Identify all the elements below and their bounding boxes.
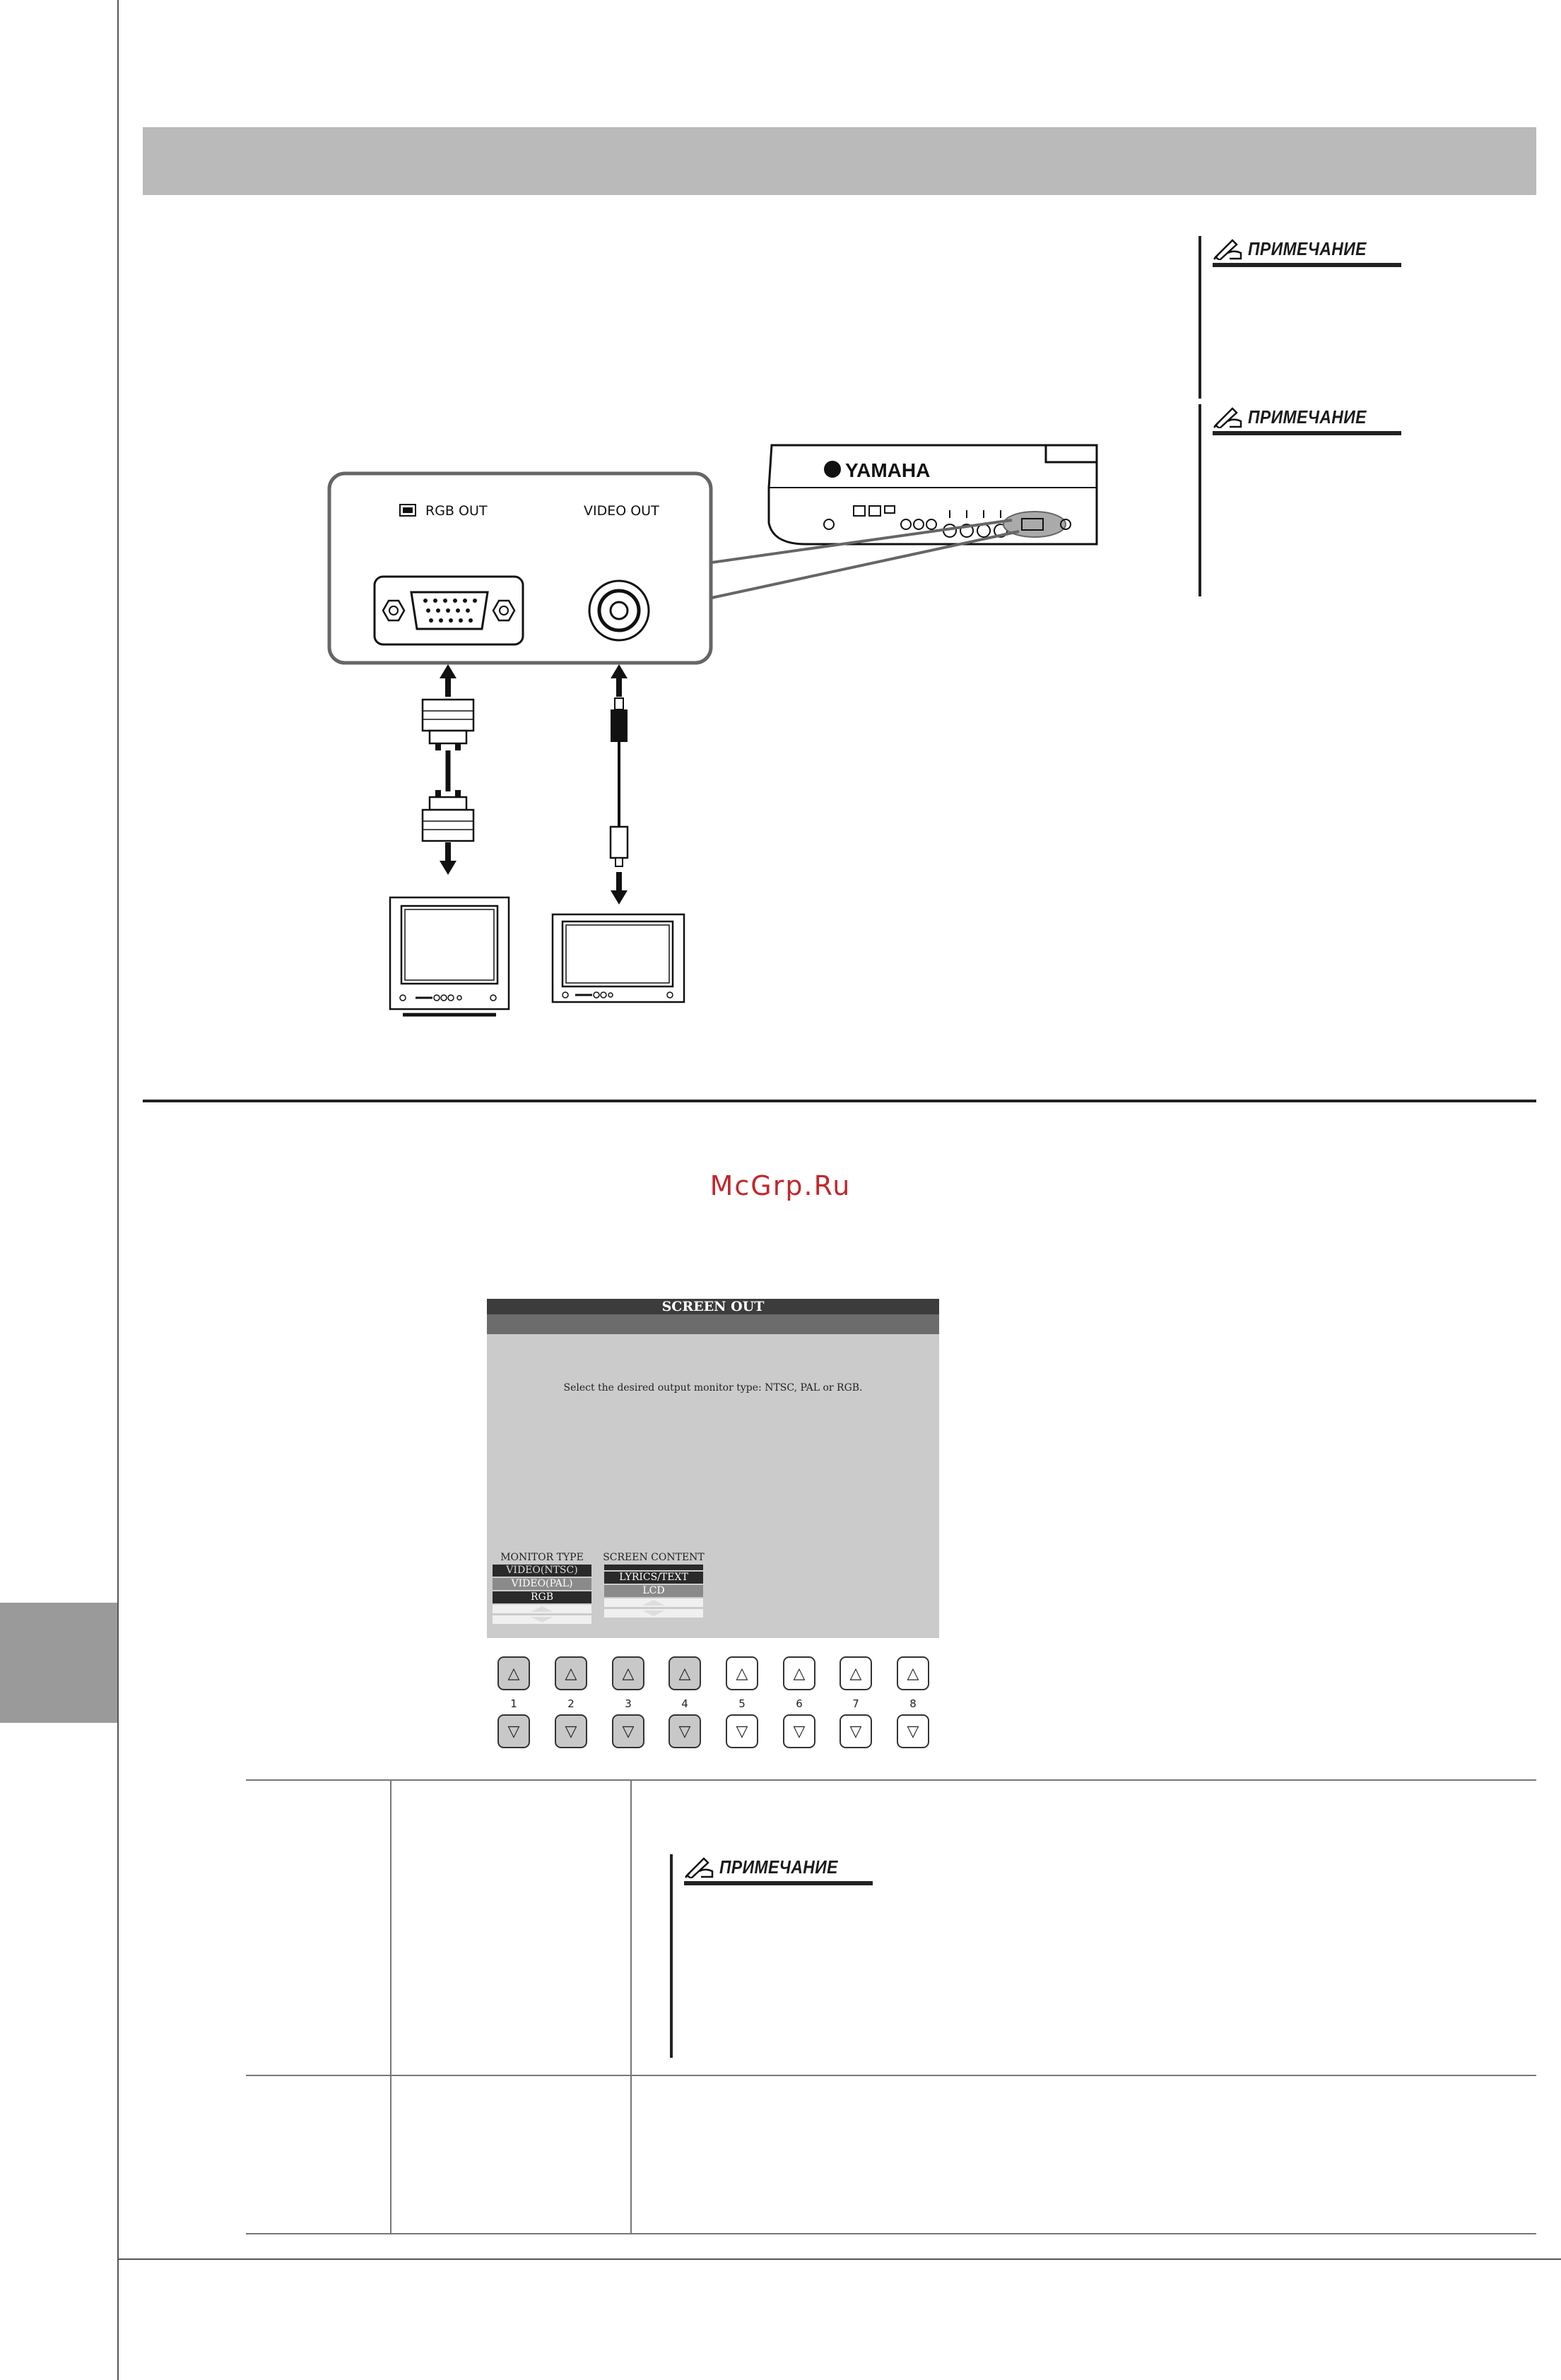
button-6-down[interactable]: ▽ (783, 1714, 815, 1748)
note-3-header (684, 1854, 873, 1885)
button-4-down[interactable]: ▽ (668, 1714, 701, 1748)
button-5-up[interactable]: △ (726, 1656, 758, 1690)
screen-content-up-icon[interactable] (604, 1598, 703, 1607)
note-2 (1198, 404, 1413, 596)
screen-content-group (603, 1552, 705, 1620)
note-2-label: ПРИМЕЧАНИЕ (1248, 406, 1367, 428)
note-3 (670, 1854, 899, 2058)
screen-content-option[interactable]: LYRICS/TEXT (604, 1572, 703, 1584)
screen-content-option[interactable]: LCD (604, 1585, 703, 1597)
button-8-down[interactable]: ▽ (897, 1714, 929, 1748)
button-number: 6 (796, 1697, 803, 1710)
table-column-divider (630, 1779, 632, 2234)
button-2-down[interactable]: ▽ (555, 1714, 587, 1748)
section-divider (143, 1100, 1536, 1102)
video-out-label: VIDEO OUT (584, 503, 659, 519)
note-1-label: ПРИМЕЧАНИЕ (1248, 238, 1367, 259)
pencil-hand-icon (1213, 404, 1242, 428)
screen-title: SCREEN OUT (487, 1299, 939, 1314)
button-5-down[interactable]: ▽ (726, 1714, 758, 1748)
section-header-bar (143, 127, 1536, 195)
page-footer-line (117, 2258, 1561, 2260)
monitor-type-title: MONITOR TYPE (500, 1552, 584, 1563)
button-3-down[interactable]: ▽ (612, 1714, 644, 1748)
button-number: 2 (567, 1697, 575, 1710)
yamaha-logo-icon (824, 461, 841, 478)
button-number: 3 (625, 1697, 632, 1710)
button-7-down[interactable]: ▽ (840, 1714, 872, 1748)
note-2-header (1213, 404, 1401, 435)
monitor-type-option[interactable]: VIDEO(PAL) (493, 1578, 591, 1590)
video-monitor-icon (553, 914, 684, 1002)
monitor-type-up-icon[interactable] (493, 1605, 591, 1613)
watermark: McGrp.Ru (709, 1170, 852, 1201)
pencil-hand-icon (1213, 236, 1242, 260)
note-3-label: ПРИМЕЧАНИЕ (719, 1856, 838, 1878)
chapter-side-tab (0, 1603, 117, 1723)
note-1 (1198, 236, 1413, 399)
button-number: 4 (681, 1697, 688, 1710)
monitor-type-down-icon[interactable] (493, 1615, 591, 1624)
screen-content-down-icon[interactable] (604, 1609, 703, 1618)
button-number: 1 (510, 1697, 517, 1710)
screen-out-display (487, 1299, 939, 1638)
table-rule (246, 1779, 1536, 1781)
table-rule (246, 2233, 1536, 2234)
button-number: 5 (738, 1697, 746, 1710)
rgb-out-label: RGB OUT (425, 503, 488, 519)
button-7-up[interactable]: △ (840, 1656, 872, 1690)
button-number: 8 (909, 1697, 917, 1710)
monitor-type-group (491, 1552, 593, 1626)
table-column-divider (390, 1779, 391, 2234)
note-1-header (1213, 236, 1401, 267)
screen-subheader (487, 1314, 939, 1334)
button-3-up[interactable]: △ (612, 1656, 644, 1690)
pencil-hand-icon (684, 1854, 714, 1878)
screen-content-title: SCREEN CONTENT (603, 1552, 705, 1563)
table-rule (246, 2075, 1536, 2076)
button-number: 7 (852, 1697, 859, 1710)
button-1-up[interactable]: △ (497, 1656, 530, 1690)
monitor-type-option[interactable]: VIDEO(NTSC) (493, 1565, 591, 1577)
screen-content-blank (604, 1565, 703, 1570)
monitor-type-option[interactable]: RGB (493, 1591, 591, 1603)
button-1-down[interactable]: ▽ (497, 1714, 530, 1748)
button-6-up[interactable]: △ (783, 1656, 815, 1690)
connection-diagram (311, 431, 1102, 1025)
rgb-monitor-icon (390, 897, 509, 1015)
button-8-up[interactable]: △ (897, 1656, 929, 1690)
instrument-brand: YAMAHA (845, 459, 931, 481)
screen-message: Select the desired output monitor type: NTSC, PAL or RGB. (563, 1382, 863, 1394)
button-4-up[interactable]: △ (668, 1656, 701, 1690)
button-2-up[interactable]: △ (555, 1656, 587, 1690)
